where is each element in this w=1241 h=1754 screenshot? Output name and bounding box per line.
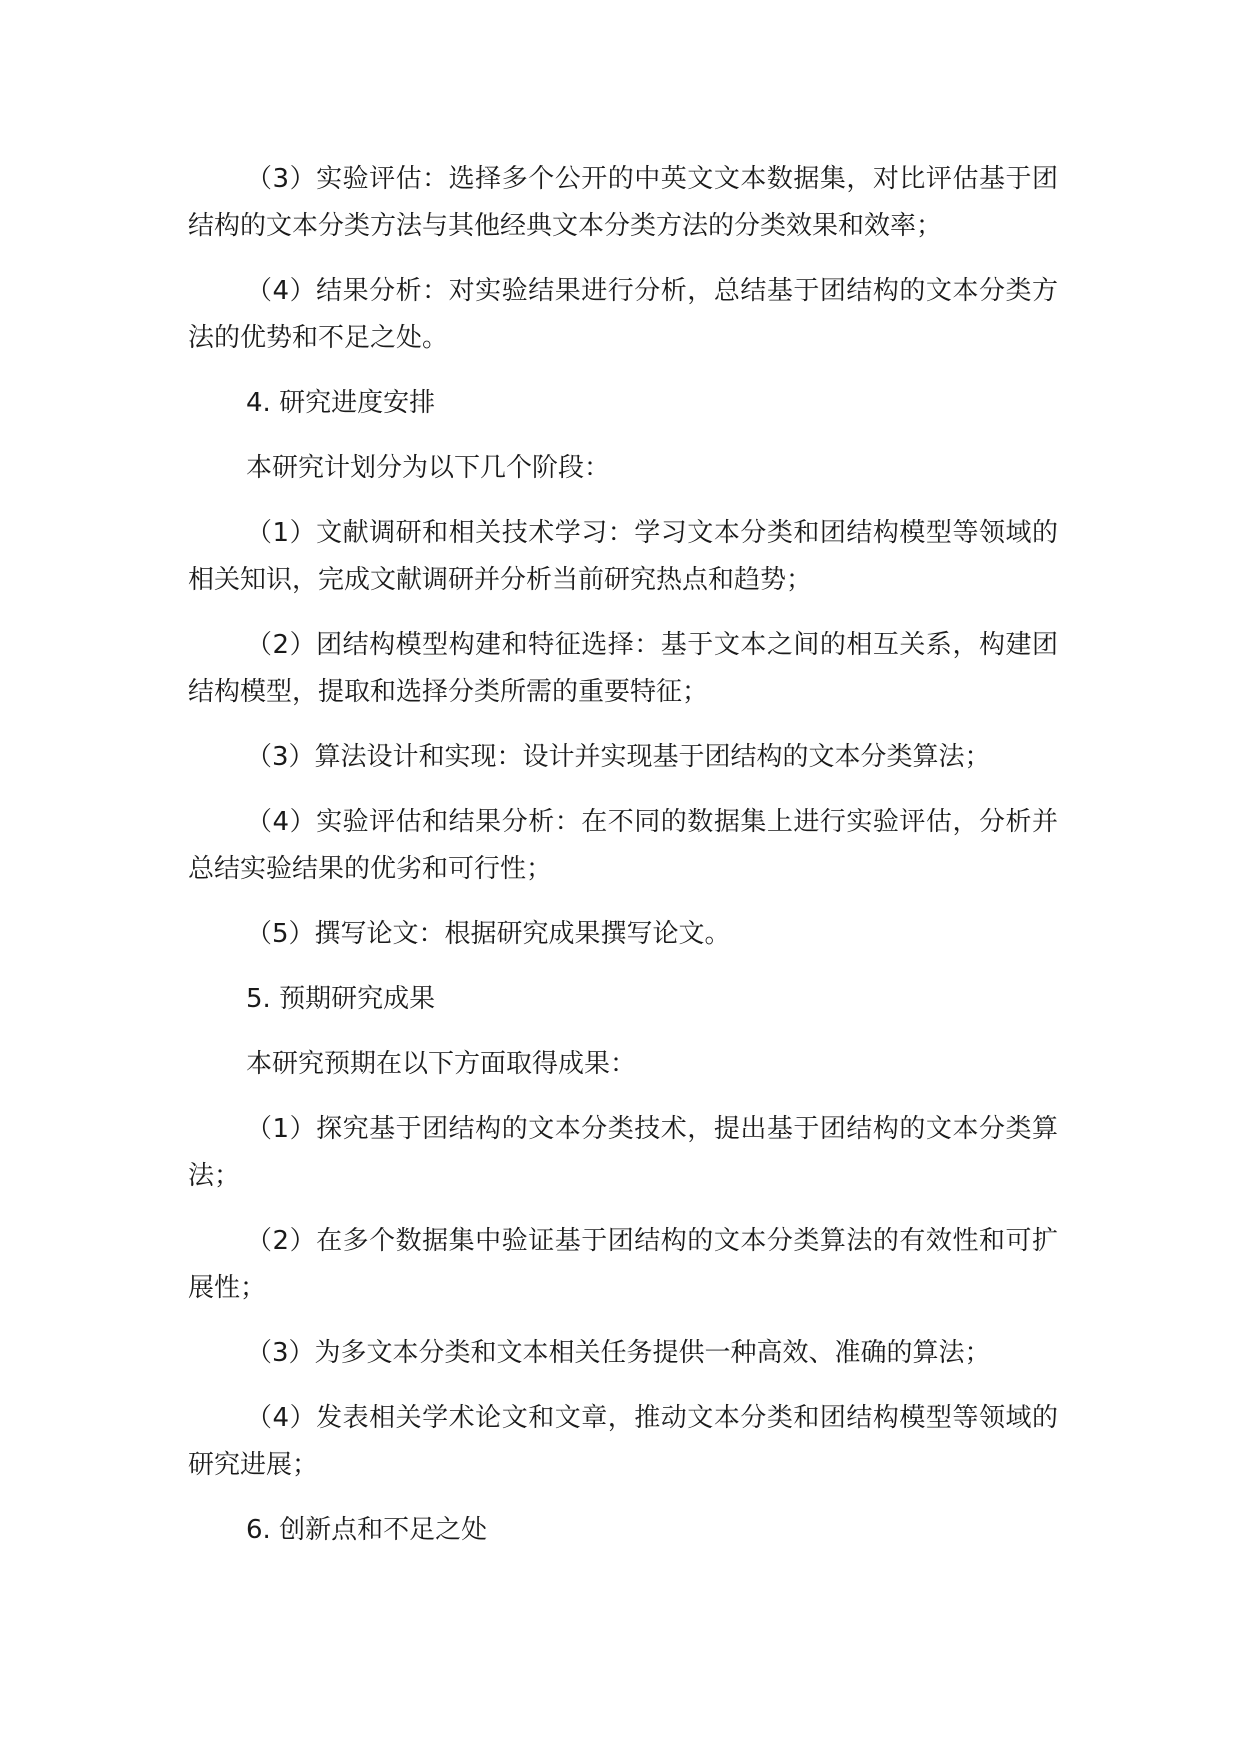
paragraph-stage-2: （2）团结构模型构建和特征选择：基于文本之间的相互关系，构建团结构模型，提取和选择分类所需的重要特征； <box>188 630 1058 707</box>
section-heading-expected-results: 5. 预期研究成果 <box>246 984 436 1014</box>
paragraph-result-2: （2）在多个数据集中验证基于团结构的文本分类算法的有效性和可扩展性； <box>188 1226 1058 1303</box>
paragraph-result-analysis: （4）结果分析：对实验结果进行分析，总结基于团结构的文本分类方法的优势和不足之处。 <box>188 276 1058 353</box>
paragraph-schedule-intro: 本研究计划分为以下几个阶段： <box>246 453 611 483</box>
paragraph-stage-1: （1）文献调研和相关技术学习：学习文本分类和团结构模型等领域的相关知识，完成文献调研并分析当前研究热点和趋势； <box>188 518 1058 595</box>
document-body <box>188 156 1058 1572</box>
section-heading-innovation: 6. 创新点和不足之处 <box>246 1515 488 1545</box>
paragraph-experiment-evaluation: （3）实验评估：选择多个公开的中英文文本数据集，对比评估基于团结构的文本分类方法与其他经典文本分类方法的分类效果和效率； <box>188 164 1058 241</box>
paragraph-stage-4: （4）实验评估和结果分析：在不同的数据集上进行实验评估，分析并总结实验结果的优劣和可行性； <box>188 807 1058 884</box>
section-heading-schedule: 4. 研究进度安排 <box>246 388 436 418</box>
paragraph-result-4: （4）发表相关学术论文和文章，推动文本分类和团结构模型等领域的研究进展； <box>188 1403 1058 1480</box>
paragraph-results-intro: 本研究预期在以下方面取得成果： <box>246 1049 637 1079</box>
paragraph-stage-3: （3）算法设计和实现：设计并实现基于团结构的文本分类算法； <box>246 742 991 772</box>
paragraph-result-1: （1）探究基于团结构的文本分类技术，提出基于团结构的文本分类算法； <box>188 1114 1058 1191</box>
paragraph-stage-5: （5）撰写论文：根据研究成果撰写论文。 <box>246 919 731 949</box>
paragraph-result-3: （3）为多文本分类和文本相关任务提供一种高效、准确的算法； <box>246 1338 991 1368</box>
